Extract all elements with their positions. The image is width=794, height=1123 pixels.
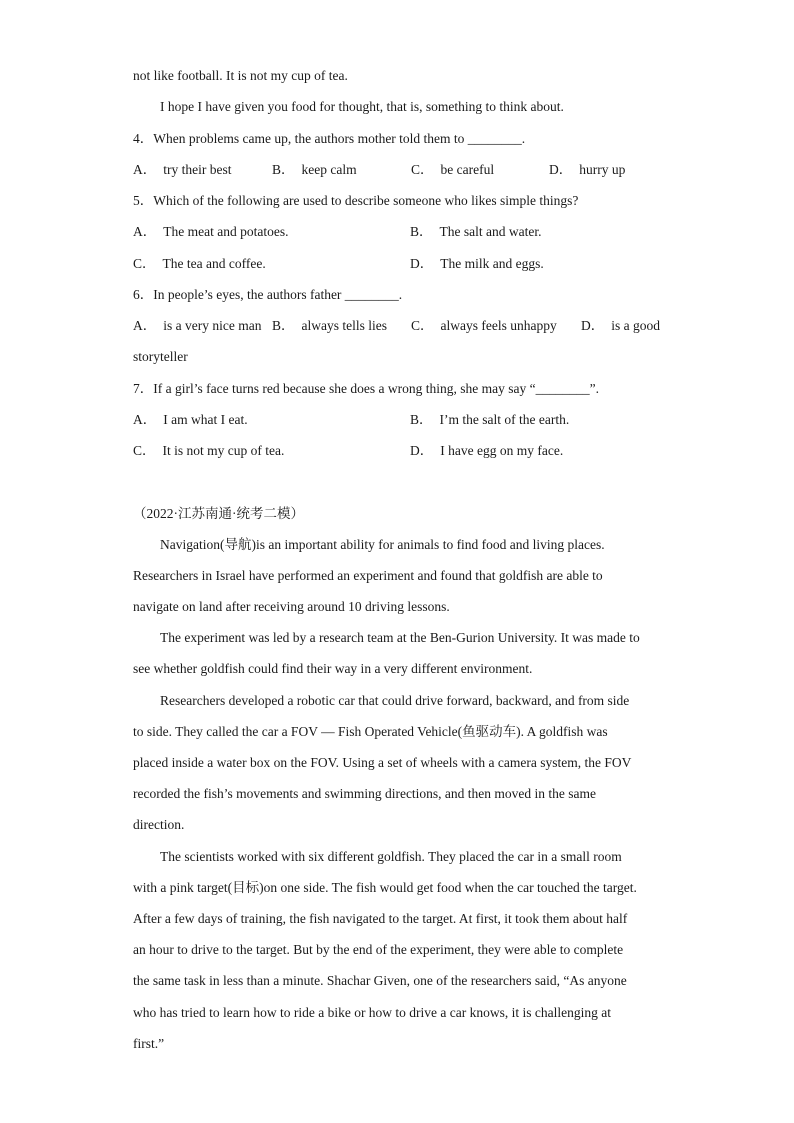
option-label: D． [549,162,573,177]
source-tag: （2022·江苏南通·统考二模） [133,506,304,521]
option-label: A． [133,162,157,177]
question-4-option-c[interactable] [411,161,494,179]
question-4-option-b[interactable] [272,161,357,179]
option-text: I am what I eat. [163,412,248,427]
option-label: C． [133,256,156,271]
passage-line: the same task in less than a minute. Shachar Given, one of the researchers said, “As anyone [133,973,627,988]
option-text: is a good [611,318,660,333]
option-text: The meat and potatoes. [163,224,289,239]
option-label: C． [133,443,156,458]
passage-line: placed inside a water box on the FOV. Using a set of wheels with a camera system, the FOV [133,755,632,770]
question-6-option-d-wrap: storyteller [133,349,188,364]
passage-tail-line: not like football. It is not my cup of tea. [133,68,348,83]
question-4-stem: 4．When problems came up, the authors mother told them to ________. [133,131,526,146]
passage-closing-line: I hope I have given you food for thought, that is, something to think about. [160,99,564,114]
option-label: B． [410,224,433,239]
passage-line: with a pink target(目标)on one side. The fish would get food when the car touched the target. [133,880,637,895]
option-label: B． [410,412,433,427]
option-text: try their best [163,162,232,177]
option-label: D． [410,443,434,458]
option-label: A． [133,224,157,239]
question-6-option-a[interactable] [133,317,261,335]
question-5-option-a[interactable] [133,223,288,241]
option-text: always feels unhappy [440,318,557,333]
passage-line: Researchers in Israel have performed an experiment and found that goldfish are able to [133,568,603,583]
question-7-stem: 7．If a girl’s face turns red because she does a wrong thing, she may say “________”. [133,381,599,396]
question-7-option-d[interactable] [410,442,563,460]
option-text: The salt and water. [439,224,542,239]
passage-line: Researchers developed a robotic car that could drive forward, backward, and from side [160,693,630,708]
option-text: hurry up [579,162,626,177]
passage-line: The experiment was led by a research team at the Ben-Gurion University. It was made to [160,630,640,645]
question-5-option-d[interactable] [410,255,544,273]
passage-line: The scientists worked with six different goldfish. They placed the car in a small room [160,849,622,864]
option-text: I’m the salt of the earth. [439,412,570,427]
option-text: is a very nice man [163,318,262,333]
option-text: The milk and eggs. [440,256,544,271]
question-7-option-b[interactable] [410,411,569,429]
question-5-option-c[interactable] [133,255,266,273]
passage-line: navigate on land after receiving around 10 driving lessons. [133,599,450,614]
question-4-option-a[interactable] [133,161,231,179]
option-label: D． [410,256,434,271]
question-6-option-b[interactable] [272,317,387,335]
option-label: B． [272,318,295,333]
passage-line: After a few days of training, the fish navigated to the target. At first, it took them about half [133,911,628,926]
question-5-option-b[interactable] [410,223,541,241]
question-6-option-c[interactable] [411,317,557,335]
passage-line: who has tried to learn how to ride a bike or how to drive a car knows, it is challenging at [133,1005,611,1020]
option-label: C． [411,318,434,333]
question-4-option-d[interactable] [549,161,625,179]
passage-line: see whether goldfish could find their way in a very different environment. [133,661,533,676]
question-6-stem: 6．In people’s eyes, the authors father ________. [133,287,403,302]
option-label: A． [133,412,157,427]
option-label: C． [411,162,434,177]
passage-line: recorded the fish’s movements and swimming directions, and then moved in the same [133,786,597,801]
option-text: The tea and coffee. [162,256,266,271]
passage-line: direction. [133,817,185,832]
question-7-option-a[interactable] [133,411,248,429]
option-text: keep calm [301,162,357,177]
question-5-stem: 5．Which of the following are used to describe someone who likes simple things? [133,193,579,208]
option-label: A． [133,318,157,333]
passage-line: Navigation(导航)is an important ability for animals to find food and living places. [160,537,605,552]
question-6-option-d[interactable] [581,317,660,335]
option-text: always tells lies [301,318,387,333]
option-text: It is not my cup of tea. [162,443,285,458]
option-text: be careful [440,162,495,177]
option-text: I have egg on my face. [440,443,564,458]
passage-line: first.” [133,1036,165,1051]
question-7-option-c[interactable] [133,442,284,460]
passage-line: to side. They called the car a FOV — Fish Operated Vehicle(鱼驱动车). A goldfish was [133,724,608,739]
passage-line: an hour to drive to the target. But by the end of the experiment, they were able to complete [133,942,624,957]
option-label: D． [581,318,605,333]
option-label: B． [272,162,295,177]
